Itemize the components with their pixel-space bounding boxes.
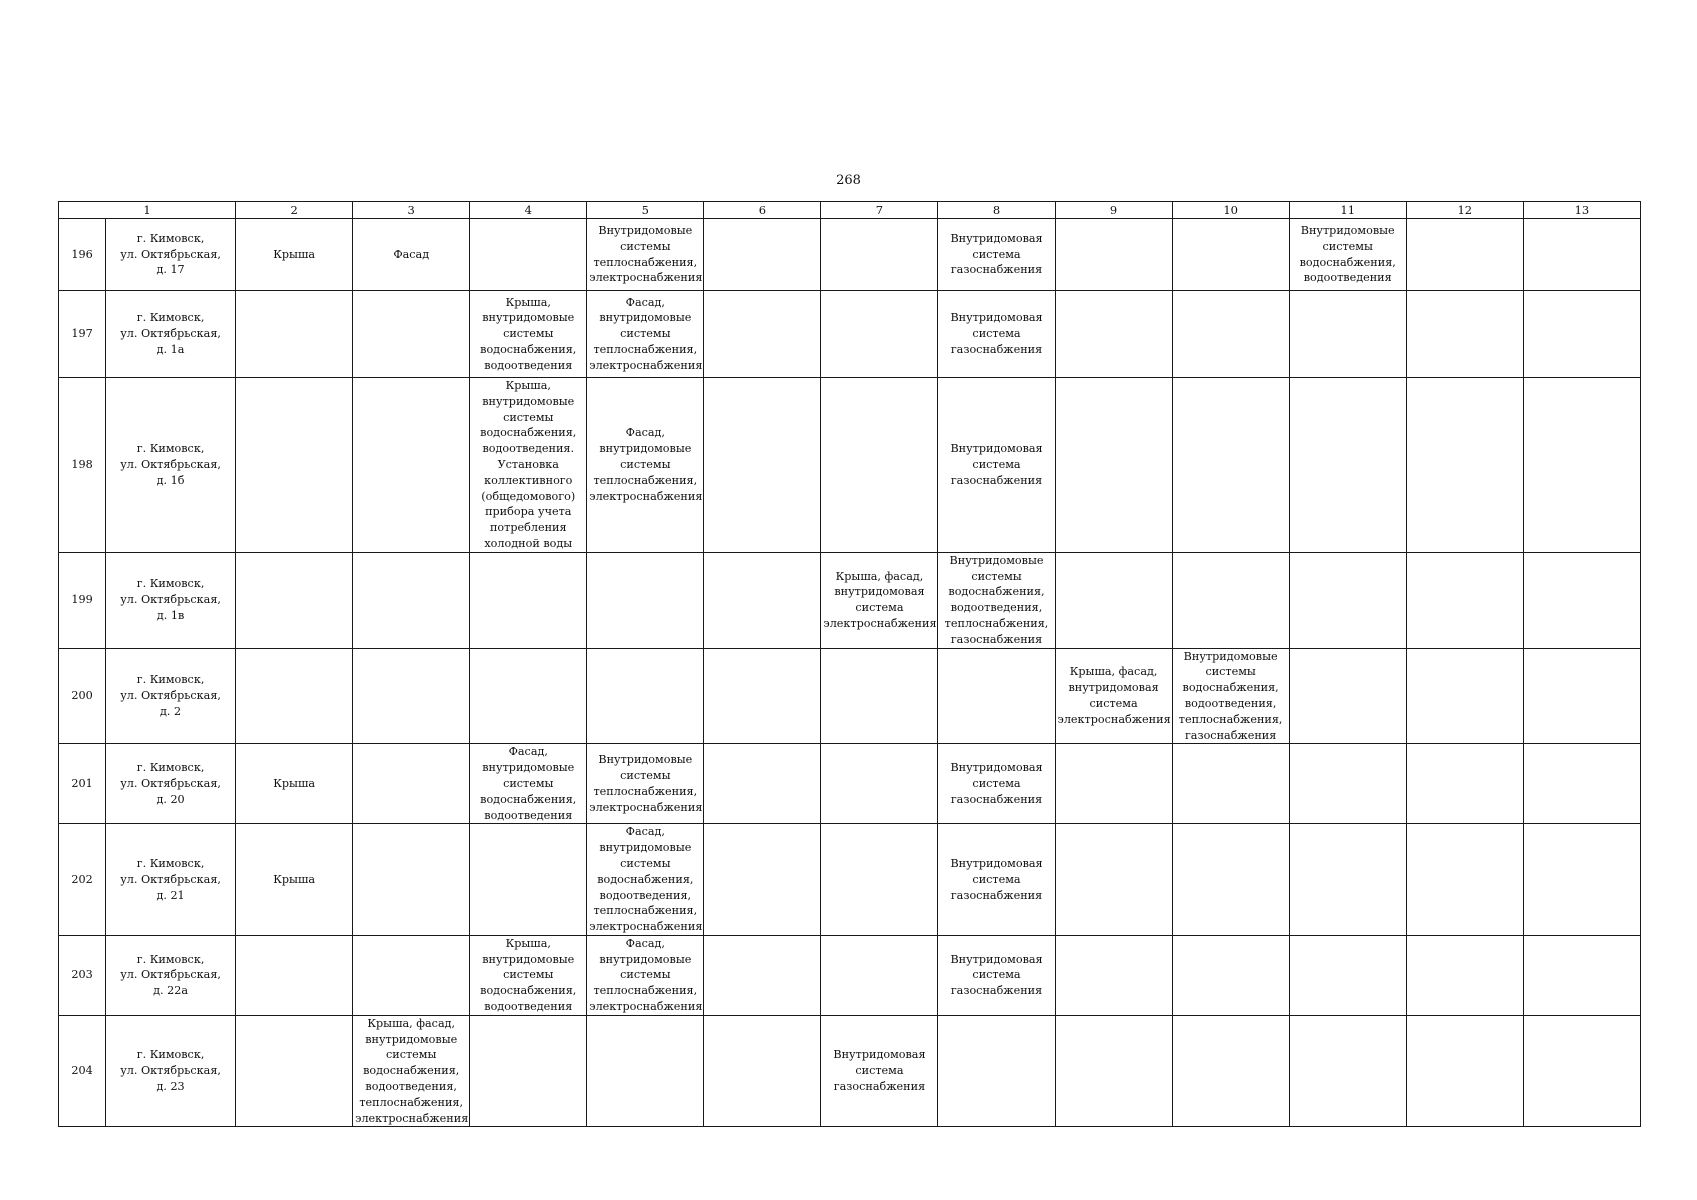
work-cell-col-5	[587, 935, 704, 1015]
table-row	[59, 648, 1641, 744]
work-cell-col-3	[353, 744, 470, 824]
column-header-6: 6	[704, 202, 821, 219]
work-cell-col-13	[1523, 1015, 1640, 1127]
work-cell-col-10	[1172, 219, 1289, 291]
address-cell	[106, 935, 236, 1015]
column-header-8: 8	[938, 202, 1055, 219]
work-cell-col-3	[353, 291, 470, 378]
work-cell-col-5	[587, 291, 704, 378]
work-cell-col-13	[1523, 378, 1640, 553]
work-text: Крыша, фасад, внутридомовая система электроснабжения	[823, 569, 937, 630]
work-cell-col-13	[1523, 291, 1640, 378]
work-cell-col-4	[470, 935, 587, 1015]
address-text: г. Кимовск, ул. Октябрьская, д. 21	[120, 856, 221, 902]
work-cell-col-4	[470, 824, 587, 936]
address-text: г. Кимовск, ул. Октябрьская, д. 1а	[120, 311, 221, 356]
column-header-3: 3	[353, 202, 470, 219]
work-text: Фасад	[393, 247, 430, 261]
work-cell-col-12	[1406, 648, 1523, 744]
work-text: Крыша	[273, 872, 316, 886]
work-cell-col-12	[1406, 1015, 1523, 1127]
row-number-cell: 201	[59, 744, 106, 824]
work-cell-col-9	[1055, 291, 1172, 378]
work-cell-col-13	[1523, 552, 1640, 648]
work-cell-col-8	[938, 648, 1055, 744]
work-cell-col-12	[1406, 552, 1523, 648]
work-cell-col-10	[1172, 935, 1289, 1015]
work-cell-col-2	[236, 935, 353, 1015]
work-cell-col-13	[1523, 219, 1640, 291]
address-cell	[106, 378, 236, 553]
work-text: Внутридомовая система газоснабжения	[950, 761, 1043, 806]
work-cell-col-3	[353, 648, 470, 744]
work-cell-col-5	[587, 378, 704, 553]
work-cell-col-4	[470, 291, 587, 378]
work-cell-col-13	[1523, 935, 1640, 1015]
address-cell	[106, 552, 236, 648]
work-cell-col-11	[1289, 552, 1406, 648]
work-cell-col-2	[236, 378, 353, 553]
address-cell	[106, 1015, 236, 1127]
work-cell-col-6	[704, 744, 821, 824]
work-text: Внутридомовая система газоснабжения	[950, 856, 1043, 902]
row-number-cell: 203	[59, 935, 106, 1015]
work-cell-col-3	[353, 1015, 470, 1127]
column-header-1: 1	[59, 202, 236, 219]
work-cell-col-3	[353, 378, 470, 553]
work-text: Крыша, внутридомовые системы водоснабжения, водоотведения	[480, 936, 577, 1014]
work-cell-col-5	[587, 648, 704, 744]
work-cell-col-12	[1406, 378, 1523, 553]
address-cell	[106, 824, 236, 936]
work-cell-col-2	[236, 552, 353, 648]
work-cell-col-10	[1172, 378, 1289, 553]
work-cell-col-8	[938, 824, 1055, 936]
column-header-12: 12	[1406, 202, 1523, 219]
work-cell-col-9	[1055, 552, 1172, 648]
work-cell-col-3	[353, 552, 470, 648]
work-cell-col-8	[938, 552, 1055, 648]
work-text: Внутридомовые системы теплоснабжения, электроснабжения	[589, 223, 703, 285]
address-cell	[106, 219, 236, 291]
table-row	[59, 291, 1641, 378]
work-cell-col-11	[1289, 824, 1406, 936]
work-cell-col-11	[1289, 291, 1406, 378]
work-cell-col-9	[1055, 1015, 1172, 1127]
work-cell-col-5	[587, 744, 704, 824]
work-text: Внутридомовая система газоснабжения	[950, 231, 1043, 277]
column-header-4: 4	[470, 202, 587, 219]
work-cell-col-8	[938, 219, 1055, 291]
address-text: г. Кимовск, ул. Октябрьская, д. 17	[120, 231, 221, 277]
address-text: г. Кимовск, ул. Октябрьская, д. 20	[120, 761, 221, 806]
column-header-7: 7	[821, 202, 938, 219]
work-text: Крыша	[273, 776, 316, 790]
work-cell-col-7	[821, 219, 938, 291]
work-cell-col-2	[236, 744, 353, 824]
address-text: г. Кимовск, ул. Октябрьская, д. 22а	[120, 952, 221, 998]
work-text: Внутридомовые системы водоснабжения, водоотведения	[1299, 223, 1396, 285]
work-cell-col-6	[704, 648, 821, 744]
work-cell-col-10	[1172, 824, 1289, 936]
work-cell-col-6	[704, 824, 821, 936]
table-row	[59, 219, 1641, 291]
address-cell	[106, 648, 236, 744]
work-text: Внутридомовая система газоснабжения	[833, 1048, 926, 1094]
work-cell-col-3	[353, 219, 470, 291]
work-cell-col-10	[1172, 648, 1289, 744]
work-cell-col-7	[821, 935, 938, 1015]
work-text: Фасад, внутридомовые системы теплоснабжения, электроснабжения	[589, 426, 703, 503]
work-cell-col-5	[587, 1015, 704, 1127]
work-cell-col-13	[1523, 744, 1640, 824]
work-cell-col-2	[236, 648, 353, 744]
work-cell-col-11	[1289, 648, 1406, 744]
work-cell-col-9	[1055, 824, 1172, 936]
work-text: Фасад, внутридомовые системы водоснабжения, водоотведения, теплоснабжения, электроснабжения	[589, 825, 703, 934]
address-text: г. Кимовск, ул. Октябрьская, д. 1в	[120, 577, 221, 623]
work-cell-col-10	[1172, 1015, 1289, 1127]
work-cell-col-11	[1289, 1015, 1406, 1127]
work-cell-col-12	[1406, 219, 1523, 291]
work-cell-col-7	[821, 291, 938, 378]
column-header-5: 5	[587, 202, 704, 219]
work-cell-col-8	[938, 378, 1055, 553]
work-cell-col-12	[1406, 935, 1523, 1015]
work-cell-col-7	[821, 744, 938, 824]
table-row	[59, 1015, 1641, 1127]
work-cell-col-4	[470, 744, 587, 824]
work-cell-col-11	[1289, 219, 1406, 291]
work-cell-col-7	[821, 648, 938, 744]
column-header-11: 11	[1289, 202, 1406, 219]
work-cell-col-7	[821, 378, 938, 553]
work-text: Крыша, внутридомовые системы водоснабжения, водоотведения. Установка коллективного (общедомового) прибора учета потребления холодной воды	[480, 379, 577, 550]
work-cell-col-7	[821, 824, 938, 936]
work-cell-col-3	[353, 824, 470, 936]
work-cell-col-13	[1523, 648, 1640, 744]
work-text: Внутридомовая система газоснабжения	[950, 442, 1043, 487]
work-cell-col-10	[1172, 744, 1289, 824]
work-cell-col-4	[470, 648, 587, 744]
work-text: Фасад, внутридомовые системы водоснабжения, водоотведения	[480, 745, 577, 822]
work-cell-col-5	[587, 219, 704, 291]
work-cell-col-9	[1055, 648, 1172, 744]
work-cell-col-5	[587, 824, 704, 936]
work-cell-col-9	[1055, 378, 1172, 553]
work-cell-col-6	[704, 378, 821, 553]
work-cell-col-13	[1523, 824, 1640, 936]
repair-schedule-table	[58, 201, 1641, 1127]
work-cell-col-10	[1172, 552, 1289, 648]
row-number-cell: 200	[59, 648, 106, 744]
work-cell-col-8	[938, 935, 1055, 1015]
work-text: Фасад, внутридомовые системы теплоснабжения, электроснабжения	[589, 295, 703, 372]
row-number-cell: 196	[59, 219, 106, 291]
table-row	[59, 378, 1641, 553]
work-cell-col-11	[1289, 744, 1406, 824]
table-row	[59, 935, 1641, 1015]
column-header-13: 13	[1523, 202, 1640, 219]
address-cell	[106, 291, 236, 378]
row-number-cell: 198	[59, 378, 106, 553]
work-cell-col-3	[353, 935, 470, 1015]
work-cell-col-6	[704, 219, 821, 291]
work-cell-col-9	[1055, 935, 1172, 1015]
work-text: Внутридомовые системы водоснабжения, водоотведения, теплоснабжения, газоснабжения	[944, 553, 1049, 646]
row-number-cell: 197	[59, 291, 106, 378]
work-text: Фасад, внутридомовые системы теплоснабжения, электроснабжения	[589, 936, 703, 1014]
work-cell-col-6	[704, 935, 821, 1015]
column-number-header-row	[59, 202, 1641, 219]
address-text: г. Кимовск, ул. Октябрьская, д. 1б	[120, 442, 221, 487]
work-cell-col-7	[821, 1015, 938, 1127]
work-cell-col-11	[1289, 378, 1406, 553]
work-cell-col-4	[470, 1015, 587, 1127]
work-text: Внутридомовая система газоснабжения	[950, 952, 1043, 998]
row-number-cell: 202	[59, 824, 106, 936]
column-header-2: 2	[236, 202, 353, 219]
address-cell	[106, 744, 236, 824]
work-cell-col-7	[821, 552, 938, 648]
work-cell-col-6	[704, 1015, 821, 1127]
page-number: 268	[836, 173, 861, 188]
address-text: г. Кимовск, ул. Октябрьская, д. 2	[120, 673, 221, 718]
column-header-10: 10	[1172, 202, 1289, 219]
work-cell-col-8	[938, 1015, 1055, 1127]
work-text: Внутридомовые системы водоснабжения, водоотведения, теплоснабжения, газоснабжения	[1178, 649, 1283, 742]
work-text: Крыша	[273, 247, 316, 261]
table-row	[59, 824, 1641, 936]
table-row	[59, 552, 1641, 648]
address-text: г. Кимовск, ул. Октябрьская, д. 23	[120, 1048, 221, 1094]
work-text: Внутридомовые системы теплоснабжения, электроснабжения	[589, 753, 703, 814]
work-cell-col-10	[1172, 291, 1289, 378]
work-cell-col-2	[236, 291, 353, 378]
work-cell-col-2	[236, 824, 353, 936]
work-text: Крыша, фасад, внутридомовые системы водоснабжения, водоотведения, теплоснабжения, электроснабжения	[355, 1016, 469, 1125]
work-cell-col-2	[236, 219, 353, 291]
work-cell-col-9	[1055, 219, 1172, 291]
work-text: Крыша, внутридомовые системы водоснабжения, водоотведения	[480, 295, 577, 372]
work-cell-col-5	[587, 552, 704, 648]
work-cell-col-12	[1406, 744, 1523, 824]
work-text: Внутридомовая система газоснабжения	[950, 311, 1043, 356]
table-body	[59, 219, 1641, 1127]
column-header-9: 9	[1055, 202, 1172, 219]
work-text: Крыша, фасад, внутридомовая система электроснабжения	[1057, 665, 1171, 726]
row-number-cell: 199	[59, 552, 106, 648]
row-number-cell: 204	[59, 1015, 106, 1127]
work-cell-col-8	[938, 291, 1055, 378]
work-cell-col-4	[470, 219, 587, 291]
work-cell-col-8	[938, 744, 1055, 824]
work-cell-col-4	[470, 552, 587, 648]
table-row	[59, 744, 1641, 824]
work-cell-col-9	[1055, 744, 1172, 824]
work-cell-col-6	[704, 291, 821, 378]
work-cell-col-12	[1406, 291, 1523, 378]
work-cell-col-12	[1406, 824, 1523, 936]
work-cell-col-6	[704, 552, 821, 648]
work-cell-col-4	[470, 378, 587, 553]
work-cell-col-2	[236, 1015, 353, 1127]
work-cell-col-11	[1289, 935, 1406, 1015]
